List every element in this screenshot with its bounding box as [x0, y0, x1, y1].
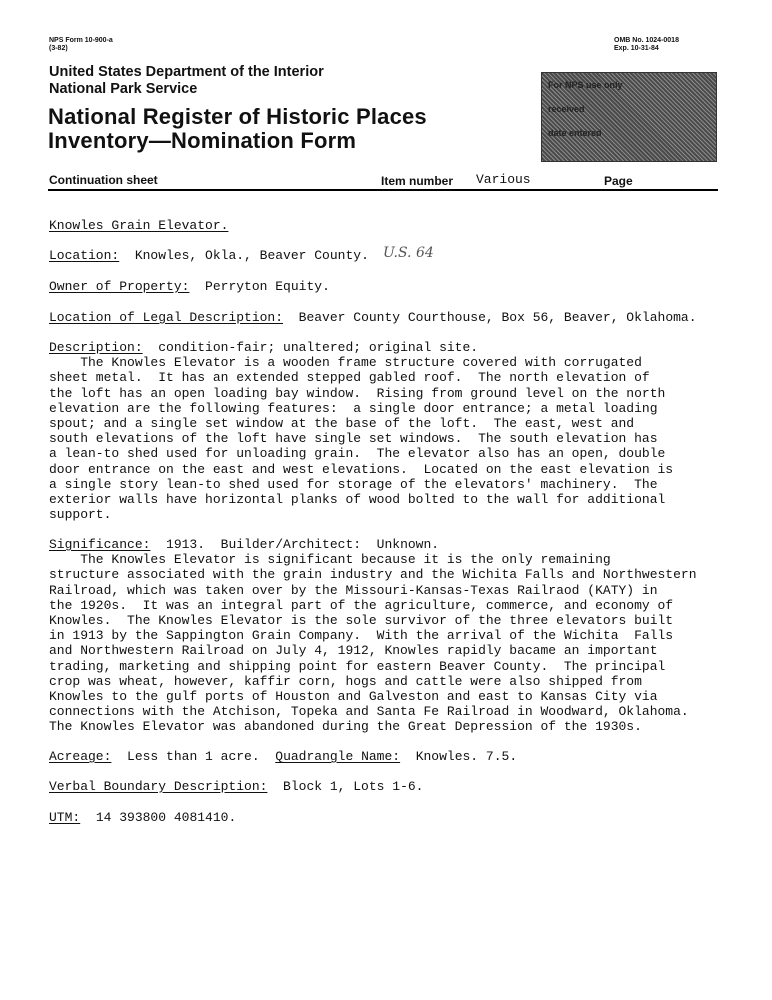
omb-number: OMB No. 1024-0018: [614, 37, 679, 44]
significance-line: and Northwestern Railroad on July 4, 1912, Knowles rapidly bacame an important: [49, 643, 658, 659]
expiration-date: Exp. 10-31-84: [614, 45, 659, 52]
verbal-boundary-value: Block 1, Lots 1-6.: [283, 779, 424, 794]
significance-label: Significance:: [49, 537, 151, 552]
acreage-row: [49, 749, 517, 764]
significance-line: the 1920s. It was an integral part of the agriculture, commerce, and economy of: [49, 597, 674, 613]
legal-value: Beaver County Courthouse, Box 56, Beaver, Oklahoma.: [298, 310, 697, 325]
significance-line: Knowles to the gulf ports of Houston and Galveston and east to Kansas City via: [49, 689, 658, 705]
service-name: National Park Service: [49, 81, 198, 97]
owner-row: [49, 279, 330, 294]
description-line: elevation are the following features: a single door entrance; a metal loading: [49, 400, 658, 416]
description-line: sheet metal. It has an extended stepped gabled roof. The north elevation of: [49, 370, 650, 386]
significance-line: trading, marketing and shipping point for eastern Beaver County. The principal: [49, 658, 666, 674]
utm-value: 14 393800 4081410.: [95, 810, 237, 825]
department-name: United States Department of the Interior: [49, 64, 324, 80]
owner-label: Owner of Property:: [49, 279, 190, 294]
description-label: Description:: [49, 340, 143, 355]
significance-line: Railroad, which was taken over by the Missouri-Kansas-Texas Railraod (KATY) in: [49, 582, 658, 598]
continuation-sheet-label: Continuation sheet: [49, 173, 158, 187]
page-label: Page: [604, 174, 633, 188]
quadrangle-label: Quadrangle Name:: [275, 749, 401, 764]
verbal-boundary-row: [49, 779, 423, 794]
description-line: support.: [49, 507, 112, 523]
description-line: exterior walls have horizontal planks of wood bolted to the wall for additional: [49, 492, 666, 508]
form-id: NPS Form 10-900-a: [49, 37, 113, 44]
item-number-value: Various: [476, 172, 531, 187]
nps-use-only-label: For NPS use only: [548, 80, 623, 90]
item-number-label: Item number: [381, 174, 454, 188]
location-label: Location:: [49, 248, 120, 263]
description-line: door entrance on the east and west elevations. Located on the east elevation is: [49, 461, 674, 477]
header-divider: [48, 189, 718, 191]
significance-line: The Knowles Elevator is significant because it is the only remaining: [49, 552, 611, 568]
significance-line: crop was wheat, however, kaffir corn, hogs and cattle were also shipped from: [49, 673, 642, 689]
acreage-value: Less than 1 acre.: [127, 749, 260, 764]
description-section: [49, 340, 673, 522]
verbal-boundary-label: Verbal Boundary Description:: [49, 779, 268, 794]
utm-label: UTM:: [49, 810, 81, 825]
significance-line: structure associated with the grain industry and the Wichita Falls and Northwestern: [49, 567, 697, 583]
handwritten-route: U.S. 64: [383, 245, 434, 261]
received-label: received: [548, 104, 585, 114]
location-value: Knowles, Okla., Beaver County.: [134, 248, 369, 263]
significance-line: The Knowles Elevator was abandoned during the Great Depression of the 1930s.: [49, 719, 642, 735]
acreage-label: Acreage:: [49, 749, 112, 764]
date-entered-label: date entered: [548, 128, 602, 138]
form-title-line1: National Register of Historic Places: [48, 104, 427, 129]
legal-row: [49, 310, 697, 325]
nps-use-only-box: [541, 72, 717, 162]
utm-row: [49, 810, 236, 825]
significance-line: Knowles. The Knowles Elevator is the sole survivor of the three elevators built: [49, 613, 674, 629]
owner-value: Perryton Equity.: [205, 279, 330, 294]
significance-line: in 1913 by the Sappington Grain Company. With the arrival of the Wichita Falls: [49, 628, 674, 644]
description-line: a single story lean-to shed used for storage of the elevators' machinery. The: [49, 476, 658, 492]
description-line: a lean-to shed used for unloading grain. The elevator also has an open, double: [49, 446, 666, 462]
significance-line: connections with the Atchison, Topeka and Santa Fe Railroad in Woodward, Oklahoma.: [49, 704, 689, 720]
location-row: [49, 248, 369, 263]
form-title-line2: Inventory—Nomination Form: [48, 128, 357, 153]
description-line: the loft has an open loading bay window. Rising from ground level on the north: [49, 385, 666, 401]
legal-label: Location of Legal Description:: [49, 310, 284, 325]
description-line: spout; and a single set window at the base of the loft. The east, west and: [49, 416, 635, 432]
description-summary: condition-fair; unaltered; original site.: [158, 340, 479, 355]
description-line: south elevations of the loft have single set windows. The south elevation has: [49, 431, 658, 447]
significance-summary: 1913. Builder/Architect: Unknown.: [166, 537, 440, 552]
significance-section: [49, 537, 697, 735]
description-line: The Knowles Elevator is a wooden frame structure covered with corrugated: [49, 355, 642, 371]
form-revision: (3-82): [49, 45, 68, 52]
property-name: Knowles Grain Elevator.: [49, 218, 229, 233]
quadrangle-value: Knowles. 7.5.: [415, 749, 518, 764]
